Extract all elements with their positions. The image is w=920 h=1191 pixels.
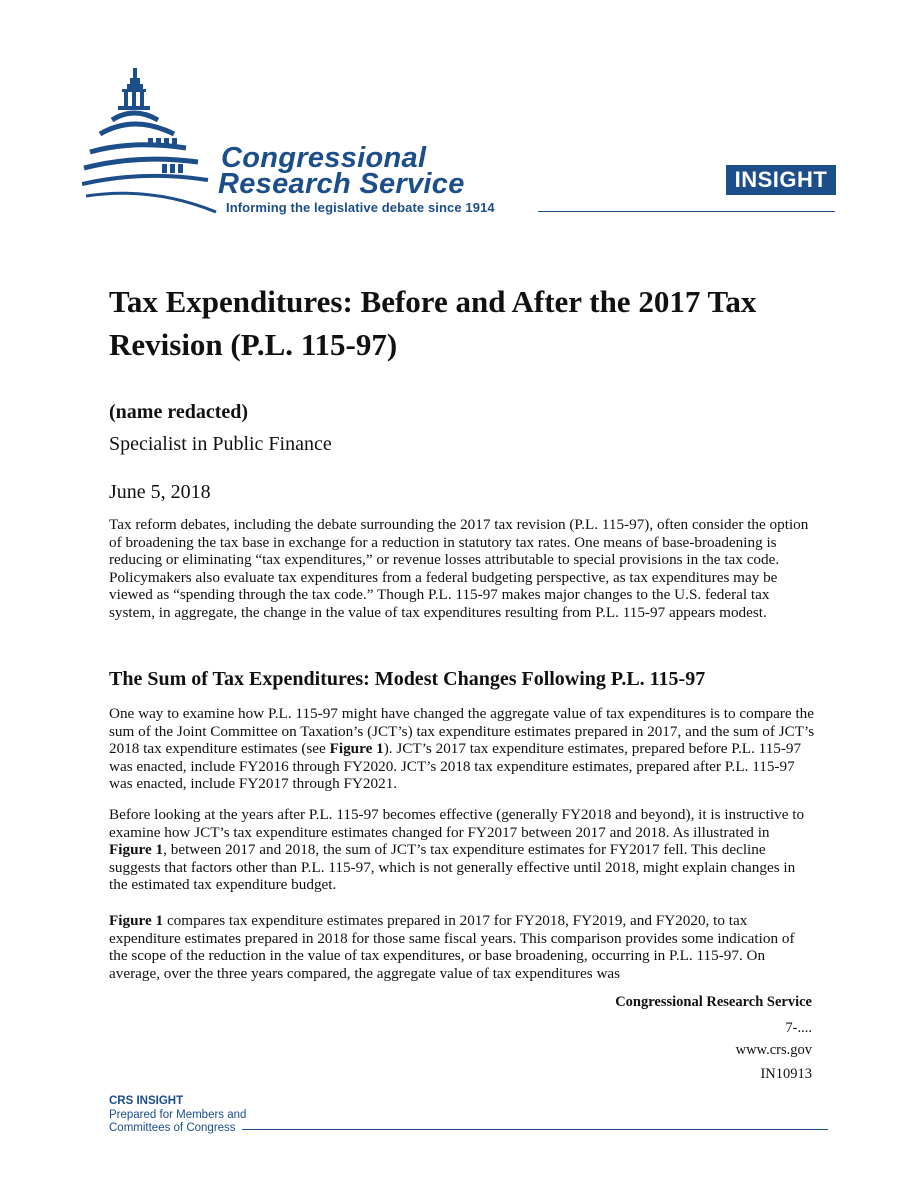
author-role: Specialist in Public Finance bbox=[109, 433, 332, 455]
publication-date: June 5, 2018 bbox=[109, 481, 211, 503]
crs-brand-name: Congressional bbox=[221, 142, 427, 174]
figure-reference: Figure 1 bbox=[109, 841, 164, 859]
crs-footer-id: IN10913 bbox=[760, 1066, 812, 1082]
paragraph-text: , between 2017 and 2018, the sum of JCT’s tax expenditure estimates for FY2017 fell. This decline suggests that factors other than P.L. 115-97, which is not generally effective until 2018, might explain changes in the estimated tax expenditure budget. bbox=[109, 841, 796, 894]
paragraph-text: Before looking at the years after P.L. 115-97 becomes effective (generally FY2018 and beyond), it is instructive to examine how JCT’s tax expenditure estimates changed for FY2017 between 2017 and 2018. As illustrated in bbox=[109, 806, 805, 841]
body-paragraph bbox=[109, 912, 815, 982]
tagline-divider bbox=[538, 211, 835, 212]
footer-line: Committees of Congress bbox=[109, 1122, 236, 1134]
crs-brand-name-line2: Research Service bbox=[218, 168, 465, 200]
paragraph-text: ). JCT’s 2017 tax expenditure estimates, prepared before P.L. 115-97 was enacted, include FY2016 through FY2020. JCT’s 2018 tax expenditure estimates, prepared after P.L. 115-97 was enacted, include FY2017 through FY2021. bbox=[109, 740, 802, 793]
figure-reference: Figure 1 bbox=[109, 912, 164, 929]
body-paragraph bbox=[109, 806, 815, 894]
paragraph-text: One way to examine how P.L. 115-97 might have changed the aggregate value of tax expenditures is to compare the sum of the Joint Committee on Taxation’s (JCT’s) tax expenditure estimates prepared in 2017, and the sum of JCT’s 2018 tax expenditure estimates (see bbox=[109, 705, 815, 758]
intro-paragraph: Tax reform debates, including the debate surrounding the 2017 tax revision (P.L. 115-97), often consider the option of broadening the tax base in exchange for a reduction in statutory tax rates. One means of base-broadening is reducing or eliminating “tax expenditures,” or revenue losses attributable to special provisions in the tax code. Policymakers also evaluate tax expenditures from a federal budgeting perspective, as tax expenditures may be viewed as “spending through the tax code.” Though P.L. 115-97 makes major changes to the U.S. federal tax system, in aggregate, the change in the value of tax expenditures resulting from P.L. 115-97 appears modest. bbox=[109, 516, 809, 621]
footer-title: CRS INSIGHT bbox=[109, 1095, 184, 1107]
paragraph-text: compares tax expenditure estimates prepared in 2017 for FY2018, FY2019, and FY2020, to tax expenditure estimates prepared in 2018 for those same fiscal years. This comparison provides some indication of the scope of the reduction in the value of tax expenditures, or base broadening, occurring in P.L. 115-97. On average, over the three years compared, the aggregate value of tax expenditures was bbox=[109, 912, 795, 982]
insight-badge: INSIGHT bbox=[726, 165, 836, 195]
footer-line: Prepared for Members and bbox=[109, 1108, 247, 1121]
figure-reference: Figure 1 bbox=[329, 740, 384, 758]
capitol-dome-icon bbox=[82, 68, 222, 218]
bottom-footer bbox=[109, 1095, 246, 1136]
crs-footer-number: 7-.... bbox=[785, 1020, 812, 1036]
crs-footer-name: Congressional Research Service bbox=[615, 994, 812, 1010]
crs-footer-url: www.crs.gov bbox=[735, 1042, 812, 1058]
page-header bbox=[0, 0, 920, 230]
author-name: (name redacted) bbox=[109, 401, 249, 423]
footer-divider bbox=[242, 1129, 828, 1130]
body-paragraph bbox=[109, 705, 815, 793]
section-heading: The Sum of Tax Expenditures: Modest Changes Following P.L. 115-97 bbox=[109, 668, 706, 690]
document-title: Tax Expenditures: Before and After the 2017 Tax Revision (P.L. 115-97) bbox=[109, 284, 757, 362]
crs-tagline: Informing the legislative debate since 1914 bbox=[226, 200, 495, 215]
